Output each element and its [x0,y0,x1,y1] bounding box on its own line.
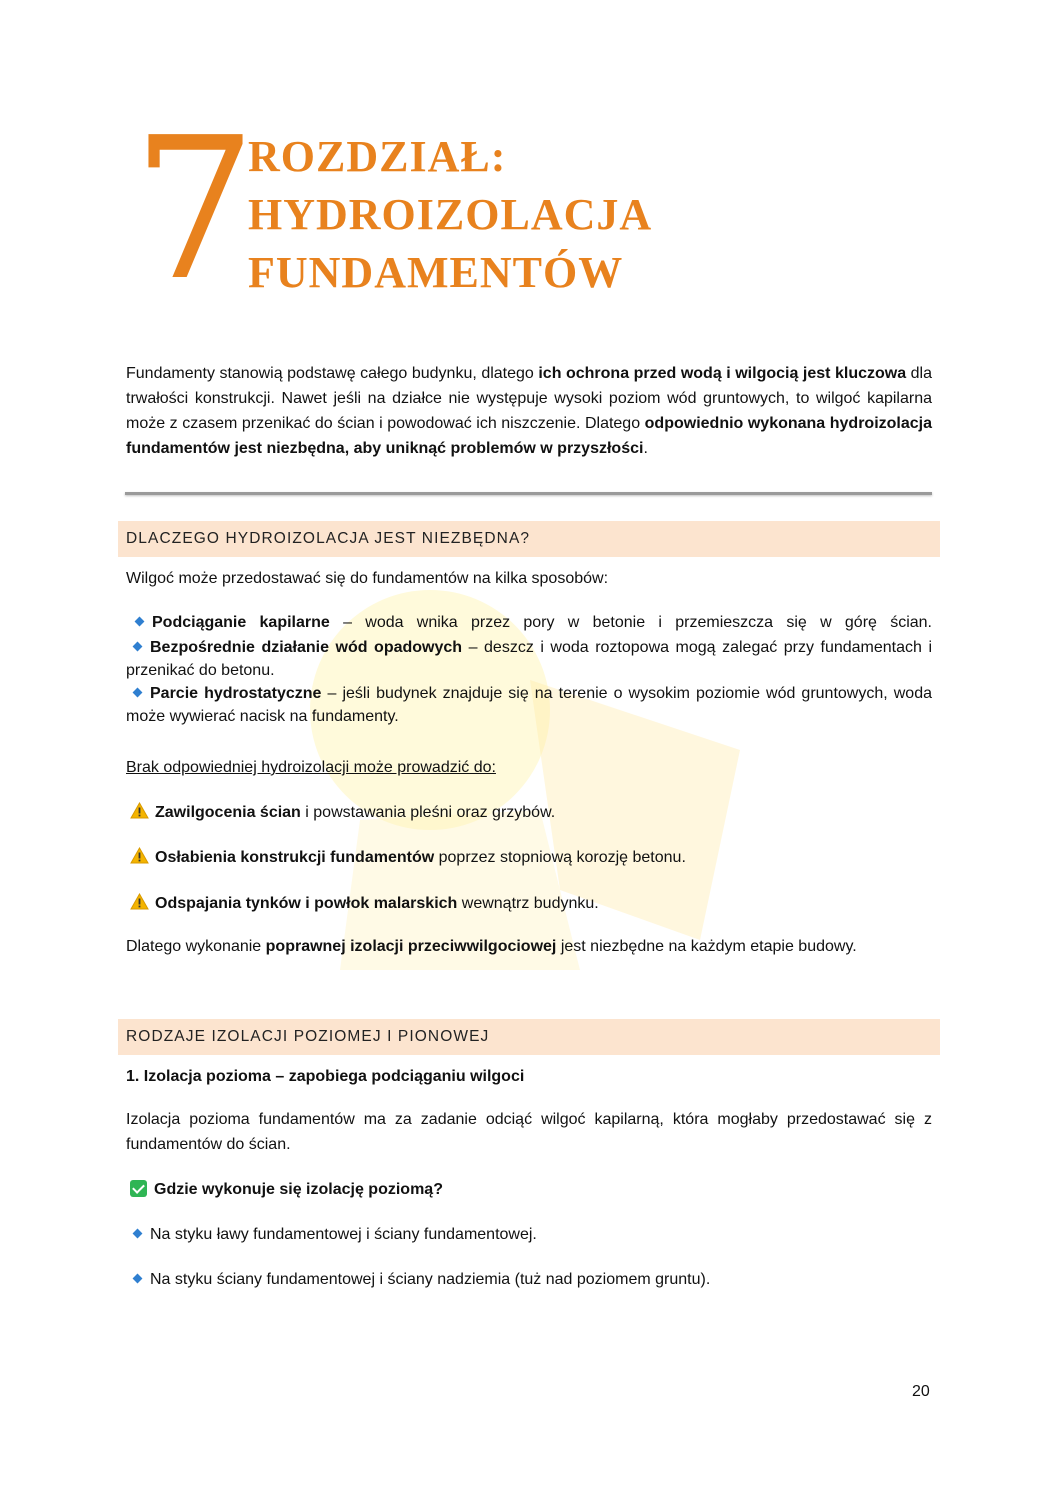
chapter-title-line: FUNDAMENTÓW [248,248,624,297]
chapter-number: 7 [132,96,257,324]
bullet-text: – jeśli budynek znajduje się na terenie o wysokim poziomie wód gruntowych, woda może wywierać nacisk na fundamenty. [126,685,932,725]
warning-icon [130,802,149,819]
list-item [126,611,932,634]
intro-paragraph [126,361,932,461]
warning-text: wewnątrz budynku. [457,895,599,912]
section-heading: RODZAJE IZOLACJI POZIOMEJ I PIONOWEJ [126,1028,490,1045]
horizontal-divider [125,492,932,495]
diamond-bullet-icon [133,642,143,652]
bullet-bold: Podciąganie kapilarne [152,614,330,631]
section-heading: DLACZEGO HYDROIZOLACJA JEST NIEZBĘDNA? [126,530,531,547]
bullet-text: – woda wnika przez pory w betonie i przemieszcza się w górę ścian. [329,614,933,631]
conclusion-paragraph [126,935,932,958]
warning-icon [130,893,149,910]
bullet-text: Na styku ławy fundamentowej i ściany fundamentowej. [150,1226,537,1243]
section-paragraph: Izolacja pozioma fundamentów ma za zadanie odciąć wilgoć kapilarną, która mogłaby przedostawać się z fundamentów do ścian. [126,1111,932,1153]
question-item [126,1178,932,1201]
intro-text: dla trwałości konstrukcji. Nawet jeśli na działce nie występuje wysoki poziom wód gruntowych, to wilgoć kapilarna może z czasem przenikać do ścian i powodować ich niszczenie. Dlatego [126,365,933,432]
intro-text: . [643,440,648,457]
warning-bold: Odspajania tynków i powłok malarskich [155,895,458,912]
warning-icon [130,847,149,864]
chapter-title-line: HYDROIZOLACJA [248,190,653,239]
section-heading-band [118,1019,940,1055]
bullet-text: – deszcz i woda roztopowa mogą zalegać przy fundamentach i przenikać do betonu. [126,639,933,679]
bullet-bold: Bezpośrednie działanie wód opadowych [150,639,463,656]
intro-bold: ich ochrona przed wodą i wilgocią jest kluczowa [538,365,907,382]
list-item [126,682,932,728]
warning-text: poprzez stopniową korozję betonu. [434,849,686,866]
check-icon [130,1180,147,1197]
subsection-heading: 1. Izolacja pozioma – zapobiega podciąganiu wilgoci [126,1068,525,1085]
diamond-bullet-icon [133,1274,143,1284]
diamond-bullet-icon [133,1229,143,1239]
page-number: 20 [912,1383,930,1400]
consequences-lead: Brak odpowiedniej hydroizolacji może prowadzić do: [126,759,496,776]
conclusion-text: Dlatego wykonanie [126,938,266,955]
bullet-bold: Parcie hydrostatyczne [150,685,322,702]
diamond-bullet-icon [133,688,143,698]
question-text: Gdzie wykonuje się izolację poziomą? [154,1181,443,1198]
list-item [126,1268,932,1291]
warning-bold: Osłabienia konstrukcji fundamentów [155,849,435,866]
section-heading-band [118,521,940,557]
warning-item [126,846,932,869]
list-item [126,1223,932,1246]
warning-bold: Zawilgocenia ścian [155,804,301,821]
section-lead: Wilgoć może przedostawać się do fundamentów na kilka sposobów: [126,570,609,587]
warning-item [126,801,932,824]
bullet-text: Na styku ściany fundamentowej i ściany nadziemia (tuż nad poziomem gruntu). [150,1271,711,1288]
intro-text: Fundamenty stanowią podstawę całego budynku, dlatego [126,365,539,382]
chapter-title-line: ROZDZIAŁ: [248,132,507,181]
warning-text: i powstawania pleśni oraz grzybów. [300,804,556,821]
chapter-title [248,128,652,302]
warning-item [126,892,932,915]
conclusion-bold: poprawnej izolacji przeciwwilgociowej [265,938,557,955]
intro-bold: odpowiednio wykonana hydroizolacja fundamentów jest niezbędna, aby uniknąć problemów w przyszłości [126,415,932,457]
list-item [126,636,932,682]
diamond-bullet-icon [135,617,145,627]
conclusion-text: jest niezbędne na każdym etapie budowy. [556,938,857,955]
